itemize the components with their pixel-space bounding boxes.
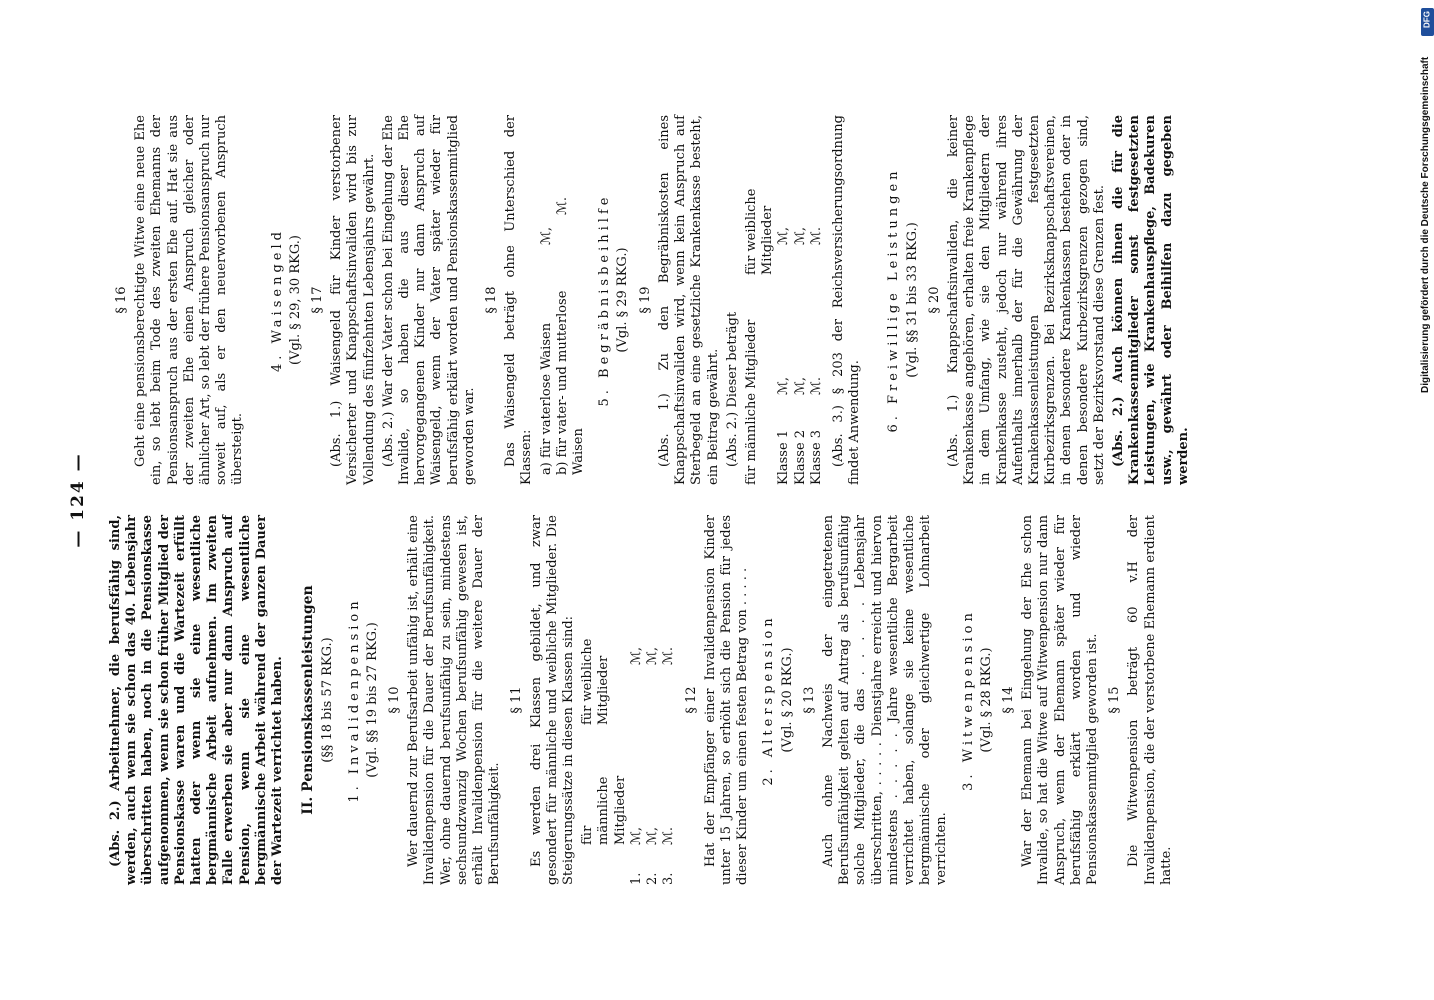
- heading-ref: (Vgl. § 29, 30 RKG.): [287, 235, 303, 365]
- heading-ref: (Vgl. §§ 19 bis 27 RKG.): [364, 622, 380, 778]
- section-number: § 15: [1107, 686, 1123, 714]
- table-cell: ℳ.: [661, 826, 677, 845]
- heading-ref: (Vgl. § 29 RKG.): [615, 247, 631, 353]
- section-number: § 18: [484, 286, 500, 314]
- paragraph-abs2: (Abs. 2.) Arbeitnehmer, die berufsfähig sind, werden, auch wenn sie schon das 40. Lebensjahr überschritten haben, noch in die Pensionskasse aufgenommen, wenn sie schon früher Mitglied der Pensionskasse waren und die Wartezeit erfüllt hatten oder wenn sie eine wesentliche bergmännische Arbeit aufnehmen. Im zweiten Falle erwerben sie aber nur dann Anspruch auf Pension, wenn sie eine wesentliche bergmännische Arbeit während der ganzen Dauer der Wartezeit verrichtet haben.: [108, 515, 286, 885]
- orphan-rate-list: [539, 115, 588, 485]
- heading-invalidenpension: 1. Invalidenpension: [346, 597, 362, 803]
- paragraph-s19-abs1: (Abs. 1.) Zu den Begräbniskosten eines Knappschaftsinvaliden wird, wenn kein Anspruch auf Sterbegeld an eine gesetzliche Krankenkasse besteht, ein Beitrag gewährt.: [656, 115, 721, 485]
- table-cell: ℳ,: [645, 826, 661, 845]
- digitization-stamp: [1420, 8, 1430, 992]
- paragraph-s18: Das Waisengeld beträgt ohne Unterschied der Klassen:: [503, 115, 535, 485]
- funeral-rate-table: [744, 115, 825, 485]
- two-column-layout: [108, 115, 1195, 885]
- page-number: — 124 —: [68, 452, 88, 548]
- table-cell: ℳ.: [808, 376, 824, 395]
- document-page: [70, 115, 1195, 885]
- heading-witwenpension: 3. Witwenpension: [960, 609, 976, 791]
- paragraph-s19-abs2: (Abs. 2.) Dieser beträgt: [724, 311, 740, 467]
- list-value: ℳ,: [538, 226, 554, 245]
- table-header-female: für weibliche Mitglieder: [580, 638, 612, 725]
- table-cell: ℳ,: [792, 376, 808, 395]
- paragraph-s11: Es werden drei Klassen gebildet, und zwar gesondert für männliche und weibliche Mitglieder. Die Steigerungssätze in diesen Klassen sind:: [528, 515, 577, 885]
- dfg-logo: [1421, 8, 1434, 36]
- table-cell: 3.: [661, 872, 677, 885]
- paragraph-s10: Wer dauernd zur Berufsarbeit unfähig ist, erhält eine Invalidenpension für die Dauer der Berufsunfähigkeit. Wer, ohne dauernd berufsunfähig zu sein, mindestens sechsundzwanzig Wochen berufsunfähig gewesen ist, erhält Invalidenpension für die weitere Dauer der Berufsunfähigkeit.: [406, 515, 503, 885]
- heading-begraebnisbeihilfe: 5. Begräbnisbeihilfe: [597, 193, 613, 407]
- paragraph-s16: Geht eine pensionsberechtigte Witwe eine neue Ehe ein, so lebt beim Tode des zweiten Ehemanns der Pensionsanspruch aus der ersten Ehe auf. Hat sie aus der zweiten Ehe einen Anspruch gleicher oder ähnlicher Art, so lebt der frühere Pensionsanspruch nur soweit auf, als er den neuerworbenen Anspruch übersteigt.: [133, 115, 246, 485]
- table-cell: Klasse 2: [792, 429, 808, 485]
- section-number: § 16: [114, 286, 129, 314]
- section-title: II. Pensionskassenleistungen: [300, 585, 317, 815]
- table-cell: ℳ,: [776, 376, 792, 395]
- table-cell: ℳ,: [792, 226, 808, 245]
- rate-table: [580, 515, 677, 885]
- heading-ref: (Vgl. §§ 31 bis 33 RKG.): [904, 222, 920, 378]
- section-number: § 14: [1000, 686, 1016, 714]
- paragraph-s15: Die Witwenpension beträgt 60 v.H der Invalidenpension, die der verstorbene Ehemann erdient hatte.: [1126, 515, 1174, 885]
- table-cell: Klasse 3: [808, 429, 824, 485]
- paragraph-s17-abs2: (Abs. 2.) War der Vater schon bei Eingehung der Ehe Invalide, so haben die aus dieser Ehe hervorgegangenen Kinder nur dann Anspruch auf Waisengeld, wenn der Vater später wieder für berufsfähig erklärt worden und Pensionskassenmitglied geworden war.: [380, 115, 477, 485]
- table-cell: ℳ,: [645, 646, 661, 665]
- table-header-male: für männliche Mitglieder: [580, 775, 628, 845]
- list-item: a) für vaterlose Waisen: [538, 322, 554, 475]
- section-number: § 17: [310, 286, 326, 314]
- section-number: § 10: [387, 686, 403, 714]
- section-number: § 11: [509, 686, 525, 714]
- section-number: § 12: [683, 686, 699, 714]
- section-number: § 19: [637, 286, 653, 314]
- table-cell: ℳ,: [776, 226, 792, 245]
- section-ref: (§§ 18 bis 57 RKG.): [320, 637, 336, 763]
- paragraph-s20-abs1: (Abs. 1.) Knappschaftsinvaliden, die keiner Krankenkasse angehören, erhalten freie Krankenpflege in dem Umfang, wie sie den Mitgliedern der Krankenkasse zusteht, jedoch nur während ihres Aufenthalts innerhalb der für die Gewährung der Krankenkassenleistungen festgesetzten Kurbezirksgrenzen. Bei Bezirksknappschaftsvereinen, in denen besondere Krankenkassen bestehen oder in denen besondere Kurbezirksgrenzen gezogen sind, setzt der Bezirksvorstand diese Grenzen fest.: [945, 115, 1107, 485]
- dfg-logo-text: DFG: [1422, 11, 1432, 28]
- heading-ref: (Vgl. § 20 RKG.): [779, 647, 795, 753]
- section-number: § 13: [801, 686, 817, 714]
- paragraph-s19-abs3: (Abs. 3.) § 203 der Reichsversicherungsordnung findet Anwendung.: [830, 115, 863, 485]
- table-cell: ℳ.: [808, 226, 824, 245]
- digitization-note: Digitalisierung gefördert durch die Deutsche Forschungsgemeinschaft: [1420, 56, 1431, 393]
- paragraph-s20-abs2: (Abs. 2.) Auch können ihnen die für die Krankenkassenmitglieder sonst festgesetzten Leistungen, wie Krankenhauspflege, Badekuren usw., gewährt oder Beihilfen dazu gegeben werden.: [1110, 115, 1191, 485]
- right-column: [108, 115, 1195, 485]
- table-cell: ℳ.: [661, 646, 677, 665]
- table-cell: 2.: [645, 872, 661, 885]
- left-column: [108, 515, 1195, 885]
- heading-freiwillige-leistungen: 6. Freiwillige Leistungen: [886, 167, 902, 433]
- table-header-male: für männliche Mitglieder: [743, 319, 759, 485]
- section-number: § 20: [926, 286, 942, 314]
- paragraph-s14: War der Ehemann bei Eingehung der Ehe schon Invalide, so hat die Witwe auf Witwenpension nur dann Anspruch, wenn der Ehemann später wieder für berufsfähig erklärt worden und wieder Pensionskassenmitglied geworden ist.: [1020, 515, 1100, 885]
- table-cell: 1.: [628, 872, 644, 885]
- heading-alterspension: 2. Alterspension: [761, 614, 777, 786]
- list-value: ℳ.: [554, 196, 570, 215]
- table-header-female: für weibliche Mitglieder: [743, 188, 776, 275]
- heading-ref: (Vgl. § 28 RKG.): [978, 647, 994, 753]
- list-item: b) für vater- und mutterlose Waisen: [554, 290, 587, 475]
- heading-waisengeld: 4. Waisengeld: [269, 228, 285, 372]
- paragraph-s13: Auch ohne Nachweis der eingetretenen Berufsunfähigkeit gelten auf Antrag als berufsunfähig solche Mitglieder, die das . . . . . Lebensjahr überschritten, . . . . . Dienstjahre erreicht und hiervon mindestens . . . . . Jahre wesentliche Bergarbeit verrichtet haben, solange sie keine wesentliche bergmännische oder gleichwertige Lohnarbeit verrichten.: [820, 515, 950, 885]
- paragraph-s12: Hat der Empfänger einer Invalidenpension Kinder unter 15 Jahren, so erhöht sich die Pension für jedes dieser Kinder um einen festen Betrag von . . . . .: [702, 515, 751, 885]
- paragraph-s17-abs1: (Abs. 1.) Waisengeld für Kinder verstorbener Versicherter und Knappschaftsinvaliden wird bis zur Vollendung des fünfzehnten Lebensjahrs gewährt.: [329, 115, 377, 485]
- table-cell: ℳ,: [628, 646, 644, 665]
- table-cell: Klasse 1: [776, 429, 792, 485]
- table-cell: ℳ,: [628, 826, 644, 845]
